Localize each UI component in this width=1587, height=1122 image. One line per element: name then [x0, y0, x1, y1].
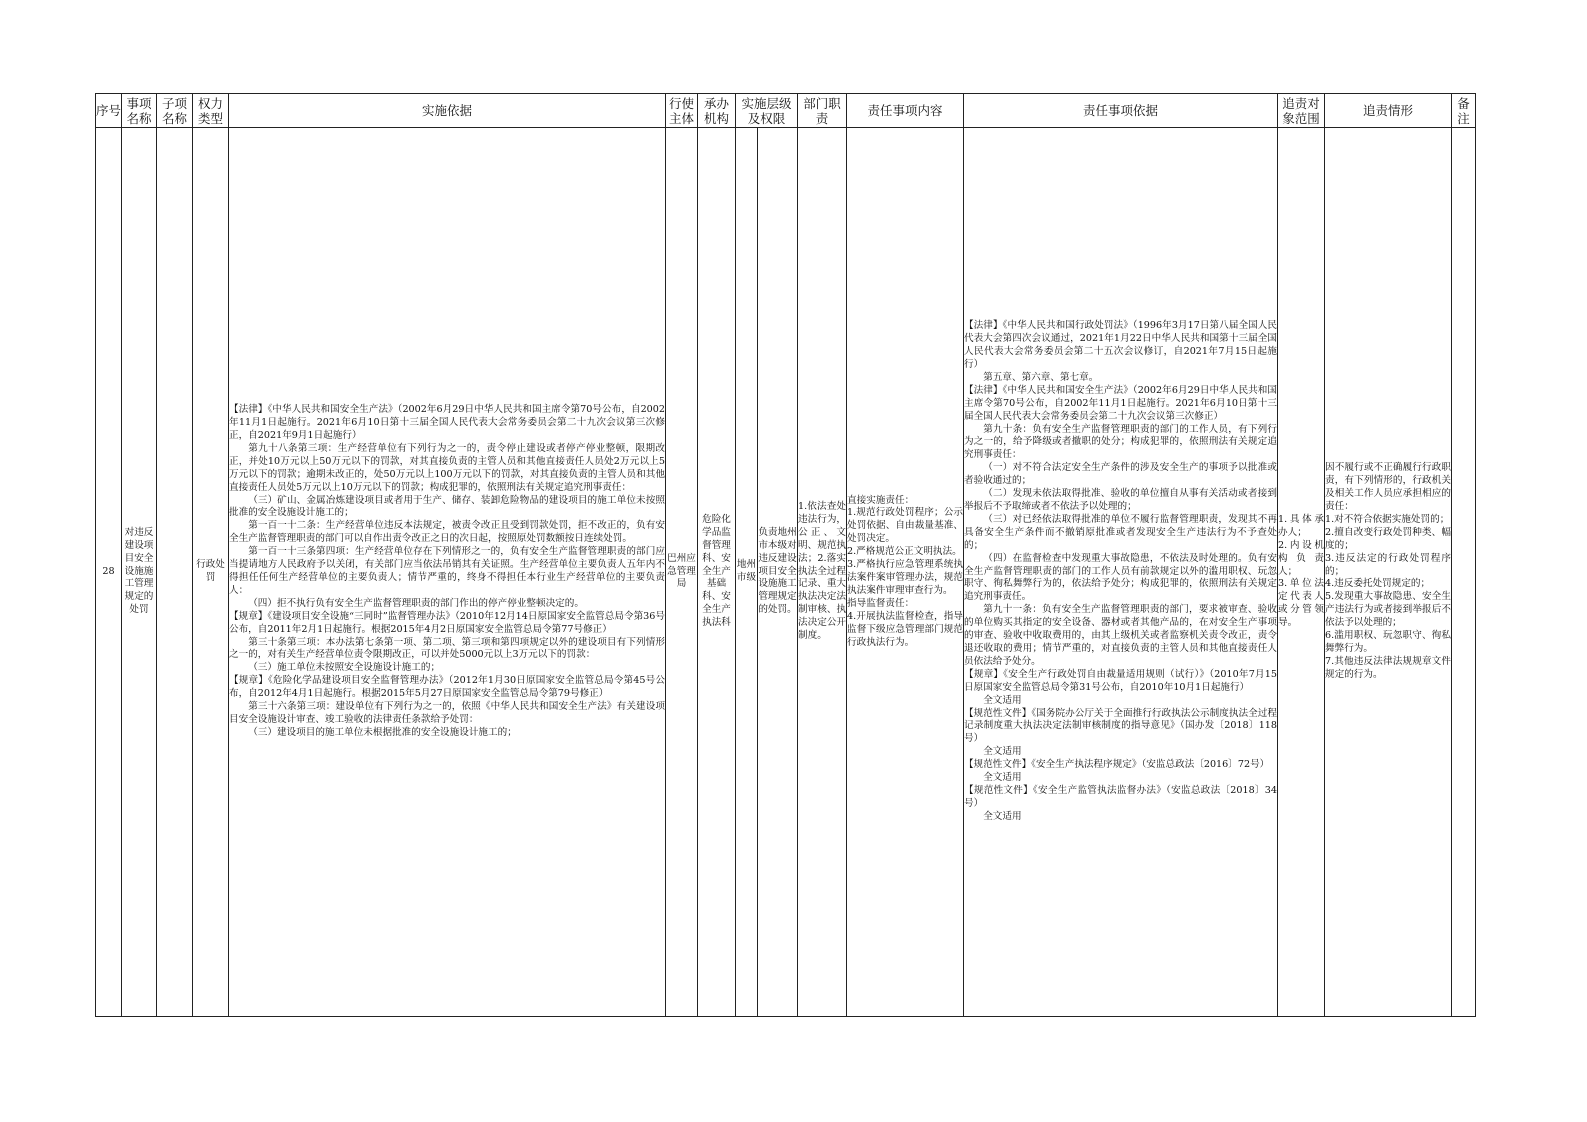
cell-item-name: 对违反建设项目安全设施施工管理规定的处罚 [122, 128, 157, 1017]
cell-basis [229, 128, 666, 1017]
basis-para: 第一百一十二条：生产经营单位违反本法规定，被责令改正且受到罚款处罚，拒不改正的，负有安全生产监督管理职责的部门可以自作出责令改正之日的次日起，按照原处罚数额按日连续处罚。 [229, 520, 665, 545]
basis-para: 第九十八条第三项：生产经营单位有下列行为之一的，责令停止建设或者停产停业整顿，限期改正，并处10万元以上50万元以下的罚款，对其直接负责的主管人员和其他直接责任人员处2万元以上5万元以下的罚款；逾期未改正的，处50万元以上100万元以下的罚款，对其直接负责的主管人员和其他直接责任人员处5万元以上10万元以下的罚款；构成犯罪的，依照刑法有关规定追究刑事责任： [229, 442, 665, 493]
basis-para: 【法律】《中华人民共和国安全生产法》（2002年6月29日中华人民共和国主席令第70号公布，自2002年11月1日起施行。2021年6月10日第十三届全国人民代表大会常务委员会第二十九次会议第三次修正，自2021年9月1日起施行） [229, 404, 665, 442]
duty-text: 1.依法查处违法行为，公正、文明、规范执法；2.落实执法全过程记录、重大执法决定法制审核、执法决定公开制度。 [798, 501, 847, 642]
content-line: 直接实施责任： [847, 494, 915, 506]
header-content: 责任事项内容 [847, 94, 964, 128]
resp-basis-para: 全文适用 [983, 746, 1022, 758]
header-seq: 序号 [96, 94, 122, 128]
basis-para: （三）建设项目的施工单位未根据批准的安全设施设计施工的； [248, 726, 517, 738]
header-situations: 追责情形 [1325, 94, 1452, 128]
scope-line: 2.内设机构负责人； [1278, 539, 1325, 577]
cell-sub-item [157, 128, 193, 1017]
content-line: 1.规范行政处罚程序；公示处罚依据、自由裁量基准、处罚决定。 [847, 507, 964, 545]
resp-basis-para: 【规范性文件】《安全生产执法程序规定》（安监总政法〔2016〕72号） [964, 759, 1270, 771]
situation-line: 7.其他违反法律法规规章文件规定的行为。 [1325, 655, 1452, 680]
situation-line: 4.违反委托处罚规定的； [1325, 578, 1431, 590]
content-line: 3.严格执行应急管理系统执法案件案审管理办法，规范执法案件审理审查行为。 [847, 559, 964, 596]
situation-line: 因不履行或不正确履行行政职责，有下列情形的，行政机关及相关工作人员应承担相应的责任： [1325, 462, 1452, 513]
resp-basis-para: 全文适用 [983, 694, 1022, 706]
scope-line: 3.单位法定代表人或分管领导。 [1278, 578, 1325, 629]
basis-para: （四）拒不执行负有安全生产监督管理职责的部门作出的停产停业整顿决定的。 [248, 597, 584, 609]
basis-para: 【规章】《危险化学品建设项目安全监督管理办法》（2012年1月30日原国家安全监管总局令第45号公布，自2012年4月1日起施行。根据2015年5月27日原国家安全监管总局令第79号修正） [229, 675, 665, 700]
cell-subject: 巴州应急管理局 [666, 128, 698, 1017]
header-row [96, 94, 1476, 128]
header-duty: 部门职责 [798, 94, 847, 128]
basis-para: 第三十条第三项：本办法第七条第一项、第二项、第三项和第四项规定以外的建设项目有下列情形之一的，对有关生产经营单位责令限期改正，可以并处5000元以上3万元以下的罚款： [229, 636, 665, 661]
cell-level-scope: 负责地州市本级对违反建设项目安全设施施工管理规定的处罚。 [758, 128, 798, 1017]
header-remark: 备注 [1452, 94, 1476, 128]
resp-basis-para: 全文适用 [983, 772, 1022, 784]
situation-line: 1.对不符合依据实施处罚的； [1325, 513, 1450, 525]
header-subject: 行使主体 [666, 94, 698, 128]
situation-line: 5.发现重大事故隐患、安全生产违法行为或者接到举报后不依法予以处理的； [1325, 591, 1452, 629]
header-office: 承办机构 [698, 94, 736, 128]
resp-basis-para: （一）对不符合法定安全生产条件的涉及安全生产的事项予以批准或者验收通过的； [964, 462, 1278, 487]
resp-basis-para: 【规范性文件】《安全生产监管执法监督办法》（安监总政法〔2018〕34号） [964, 784, 1278, 809]
resp-basis-para: 【规范性文件】《国务院办公厅关于全面推行行政执法公示制度执法全过程记录制度重大执法决定法制审核制度的指导意见》（国办发〔2018〕118号） [964, 707, 1278, 745]
situation-line: 6.滥用职权、玩忽职守、徇私舞弊行为。 [1325, 630, 1452, 654]
header-scope: 追责对象范围 [1278, 94, 1325, 128]
cell-scope [1278, 128, 1325, 1017]
content-line: 2.严格规范公正文明执法。 [847, 546, 962, 558]
cell-remark [1452, 128, 1476, 1017]
situation-line: 3.违反法定的行政处罚程序的； [1325, 552, 1452, 577]
responsibility-table [95, 93, 1476, 1017]
resp-basis-para: 全文适用 [983, 810, 1022, 822]
basis-para: （三）矿山、金属冶炼建设项目或者用于生产、储存、装卸危险物品的建设项目的施工单位未按照批准的安全设施设计施工的； [229, 494, 665, 519]
cell-situations [1325, 128, 1452, 1017]
basis-para: 第一百一十三条第四项：生产经营单位存在下列情形之一的，负有安全生产监督管理职责的部门应当提请地方人民政府予以关闭，有关部门应当依法吊销其有关证照。生产经营单位主要负责人五年内不得担任任何生产经营单位的主要负责人；情节严重的，终身不得担任本行业生产经营单位的主要负责人： [229, 546, 665, 596]
cell-office: 危险化学品监督管理科、安全生产基础科、安全生产执法科 [698, 128, 736, 1017]
basis-para: 第三十六条第三项：建设单位有下列行为之一的，依照《中华人民共和国安全生产法》有关建设项目安全设施设计审查、竣工验收的法律责任条款给予处罚： [229, 701, 665, 725]
cell-content [847, 128, 964, 1017]
header-power-type: 权力类型 [193, 94, 229, 128]
header-resp-basis: 责任事项依据 [964, 94, 1278, 128]
scope-line: 1.具体承办人； [1278, 513, 1325, 538]
table-row [96, 128, 1476, 1017]
header-sub-item: 子项名称 [157, 94, 193, 128]
header-level: 实施层级及权限 [736, 94, 798, 128]
basis-para: 【规章】《建设项目安全设施“三同时”监督管理办法》（2010年12月14日原国家安全监管总局令第36号公布，自2011年2月1日起施行。根据2015年4月2日原国家安全监管总局令第77号修正） [229, 610, 665, 635]
resp-basis-para: （三）对已经依法取得批准的单位不履行监督管理职责，发现其不再具备安全生产条件而不撤销原批准或者发现安全生产违法行为不予查处的； [964, 513, 1278, 551]
resp-basis-para: 第九十一条：负有安全生产监督管理职责的部门，要求被审查、验收的单位购买其指定的安全设备、器材或者其他产品的，在对安全生产事项的审查、验收中收取费用的，由其上级机关或者监察机关责令改正，责令退还收取的费用；情节严重的，对直接负责的主管人员和其他直接责任人员依法给予处分。 [964, 604, 1278, 667]
resp-basis-para: 【法律】《中华人民共和国安全生产法》（2002年6月29日中华人民共和国主席令第70号公布，自2002年11月1日起施行。2021年6月10日第十三届全国人民代表大会常务委员会第二十九次会议第三次修正） [964, 384, 1278, 422]
content-line: 4.开展执法监督检查，指导监督下级应急管理部门规范行政执法行为。 [847, 610, 964, 648]
situation-line: 2.擅自改变行政处罚种类、幅度的； [1325, 526, 1452, 551]
header-item-name: 事项名称 [122, 94, 157, 128]
basis-para: （三）施工单位未按照安全设施设计施工的； [248, 662, 441, 674]
cell-resp-basis [964, 128, 1278, 1017]
resp-basis-para: 【规章】《安全生产行政处罚自由裁量适用规则（试行）》（2010年7月15日原国家安全监管总局令第31号公布，自2010年10月1日起施行） [964, 668, 1278, 693]
cell-seq: 28 [96, 128, 122, 1017]
resp-basis-para: 第五章、第六章、第七章。 [983, 371, 1099, 383]
cell-duty [798, 128, 847, 1017]
resp-basis-para: 第九十条：负有安全生产监督管理职责的部门的工作人员，有下列行为之一的，给予降级或者撤职的处分；构成犯罪的，依照刑法有关规定追究刑事责任： [964, 423, 1278, 461]
cell-level: 地州市级 [736, 128, 758, 1017]
cell-power-type: 行政处罚 [193, 128, 229, 1017]
resp-basis-para: 【法律】《中华人民共和国行政处罚法》（1996年3月17日第八届全国人民代表大会第四次会议通过，2021年1月22日中华人民共和国第十三届全国人民代表大会常务委员会第二十五次会议修订，自2021年7月15日起施行） [964, 320, 1278, 371]
header-basis: 实施依据 [229, 94, 666, 128]
resp-basis-para: （二）发现未依法取得批准、验收的单位擅自从事有关活动或者接到举报后不予取缔或者不依法予以处理的； [964, 488, 1278, 513]
content-line: 指导监督责任： [847, 597, 915, 609]
resp-basis-para: （四）在监督检查中发现重大事故隐患，不依法及时处理的。负有安全生产监督管理职责的部门的工作人员有前款规定以外的滥用职权、玩忽职守、徇私舞弊行为的，依法给予处分；构成犯罪的，依照刑法有关规定追究刑事责任。 [964, 552, 1278, 603]
